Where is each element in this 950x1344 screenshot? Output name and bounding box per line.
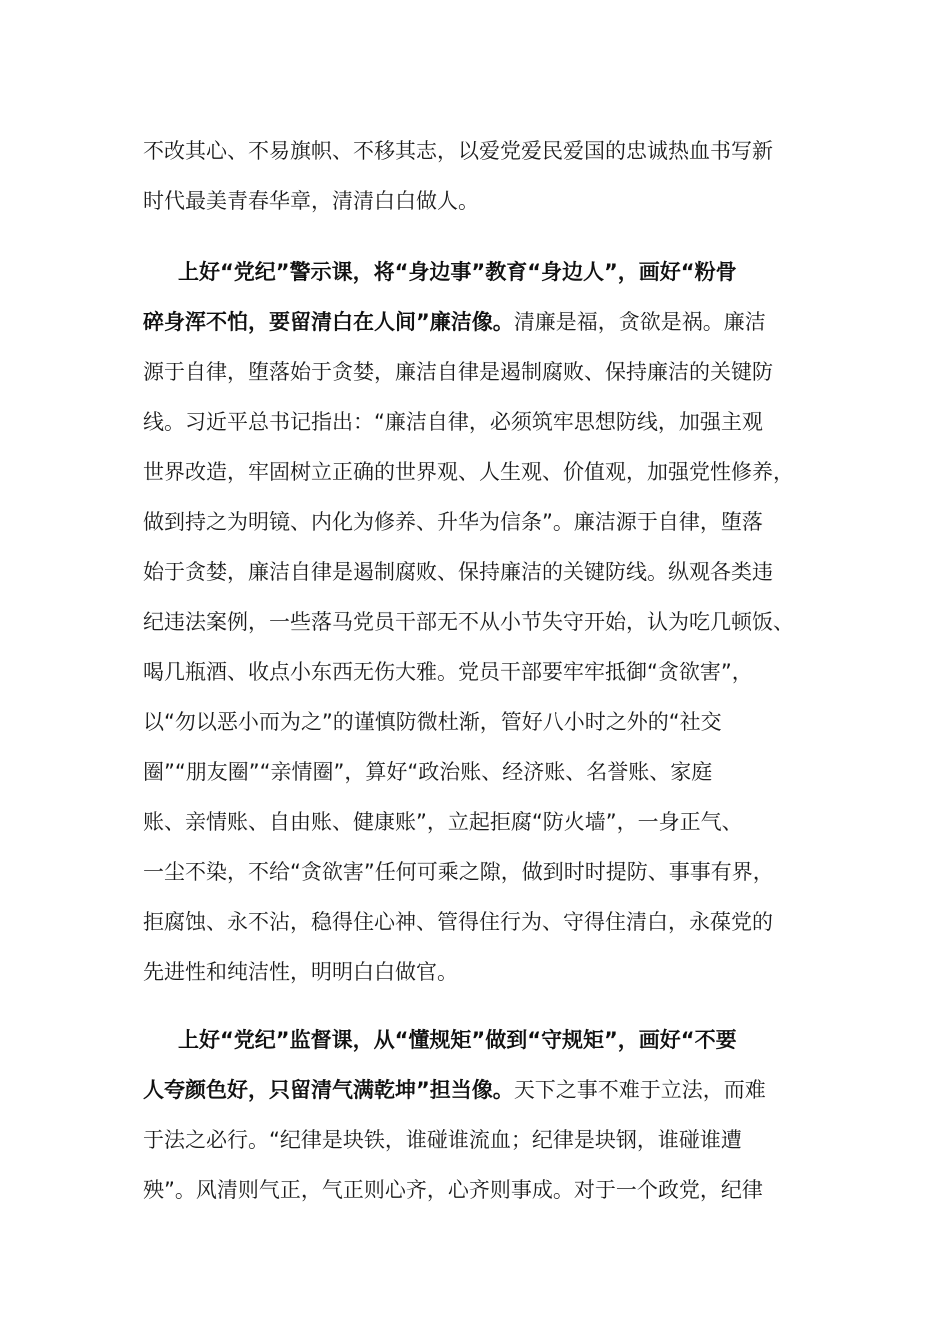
- paragraph-2-line: 做到持之为明镜、内化为修养、升华为信条”。廉洁源于自律，堕落: [143, 510, 763, 534]
- paragraph-2-line: 以“勿以恶小而为之”的谨慎防微杜渐，管好八小时之外的“社交: [143, 710, 722, 734]
- paragraph-3-line-2-rest: 天下之事不难于立法，而难: [513, 1078, 766, 1102]
- paragraph-3-heading-line-1: 上好“党纪”监督课，从“懂规矩”做到“守规矩”，画好“不要: [178, 1028, 737, 1052]
- paragraph-2-line: 账、亲情账、自由账、健康账”，立起拒腐“防火墙”，一身正气、: [143, 810, 743, 834]
- paragraph-2-line: 拒腐蚀、永不沾，稳得住心神、管得住行为、守得住清白，永葆党的: [143, 910, 773, 934]
- paragraph-1-line-1: 不改其心、不易旗帜、不移其志，以爱党爱民爱国的忠诚热血书写新: [143, 139, 773, 163]
- paragraph-2-line: 纪违法案例，一些落马党员干部无不从小节失守开始，认为吃几顿饭、: [143, 610, 794, 634]
- paragraph-2-heading-line-2: 碎身浑不怕，要留清白在人间”廉洁像。: [143, 310, 514, 334]
- paragraph-2-line-2: [143, 304, 823, 340]
- paragraph-3-heading-line-2: 人夸颜色好，只留清气满乾坤”担当像。: [143, 1078, 514, 1102]
- paragraph-2-line: 一尘不染，不给“贪欲害”任何可乘之隙，做到时时提防、事事有界，: [143, 860, 774, 884]
- paragraph-1-line-2: 时代最美青春华章，清清白白做人。: [143, 189, 479, 213]
- paragraph-3-line: 殃”。风清则气正，气正则心齐，心齐则事成。对于一个政党，纪律: [143, 1178, 763, 1202]
- paragraph-2-line-2-rest: 清廉是福，贪欲是祸。廉洁: [513, 310, 766, 334]
- paragraph-2-line: 源于自律，堕落始于贪婪，廉洁自律是遏制腐败、保持廉洁的关键防: [143, 360, 773, 384]
- paragraph-2-line: 始于贪婪，廉洁自律是遏制腐败、保持廉洁的关键防线。纵观各类违: [143, 560, 773, 584]
- paragraph-2-line: 先进性和纯洁性，明明白白做官。: [143, 960, 458, 984]
- paragraph-2-heading-line-1: 上好“党纪”警示课，将“身边事”教育“身边人”，画好“粉骨: [178, 260, 737, 284]
- paragraph-2-line: 世界改造，牢固树立正确的世界观、人生观、价值观，加强党性修养，: [143, 460, 794, 484]
- paragraph-2-line: 喝几瓶酒、收点小东西无伤大雅。党员干部要牢牢抵御“贪欲害”，: [143, 660, 753, 684]
- paragraph-3-line-2: [143, 1072, 823, 1108]
- paragraph-3-line: 于法之必行。“纪律是块铁，谁碰谁流血；纪律是块钢，谁碰谁遭: [143, 1128, 742, 1152]
- paragraph-2-line: 圈”“朋友圈”“亲情圈”，算好“政治账、经济账、名誉账、家庭: [143, 760, 713, 784]
- paragraph-2-line: 线。习近平总书记指出：“廉洁自律，必须筑牢思想防线，加强主观: [143, 410, 763, 434]
